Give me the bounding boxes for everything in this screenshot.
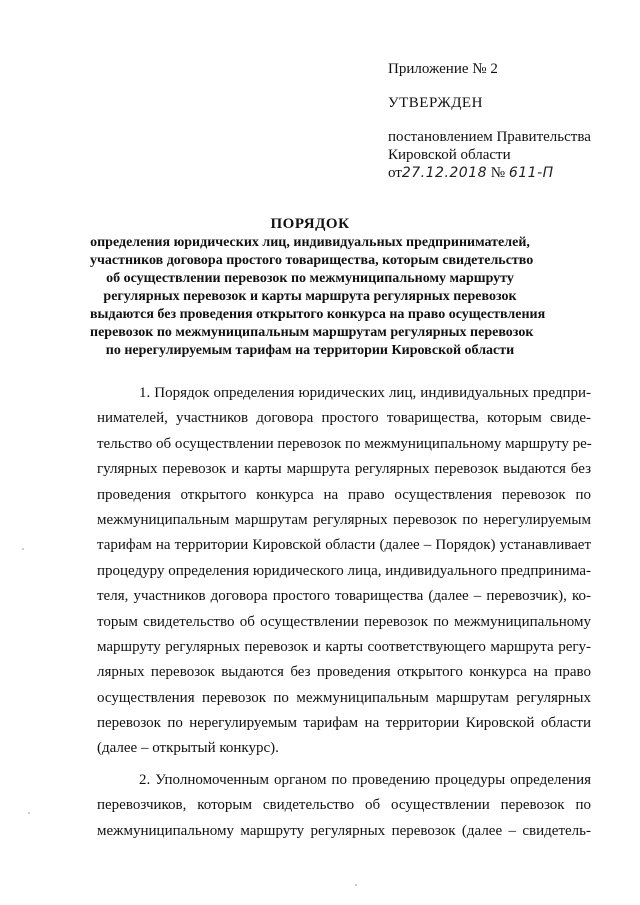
subtitle-line: регулярных перевозок и карты маршрута регулярных перевозок bbox=[103, 289, 517, 304]
document-title-block bbox=[90, 214, 546, 360]
text-line: проведения открытого конкурса на право осуществления перевозок по bbox=[97, 486, 591, 503]
document-body bbox=[97, 381, 591, 844]
decree-line: постановлением Правительства bbox=[388, 129, 591, 145]
text-line: межмуниципальному маршруту регулярных перевозок (далее – свидетель- bbox=[97, 822, 591, 839]
text-line: 1. Порядок определения юридических лиц, индивидуальных предпри- bbox=[139, 385, 591, 401]
text-line: процедуру определения юридического лица, индивидуального предпринима- bbox=[97, 562, 591, 579]
text-line: тарифам на территории Кировской области (далее – Порядок) устанавливает bbox=[97, 537, 591, 554]
text-line: нимателей, участников договора простого товарищества, которым свиде- bbox=[97, 410, 591, 427]
subtitle-line: по нерегулируемым тарифам на территории Кировской области bbox=[105, 343, 515, 358]
decree-line: Кировской области bbox=[388, 147, 511, 163]
text-line: перевозок по нерегулируемым тарифам на территории Кировской области bbox=[97, 715, 591, 732]
decree-number-prefix: № bbox=[490, 165, 506, 181]
text-line: 2. Уполномоченным органом по проведению процедуры определения bbox=[139, 771, 591, 788]
text-line: перевозчиков, которым свидетельство об осуществлении перевозок по bbox=[97, 797, 591, 814]
approved-stamp-text: УТВЕРЖДЕН bbox=[388, 95, 483, 111]
text-line: (далее – открытый конкурс). bbox=[97, 740, 279, 757]
scan-speck bbox=[355, 884, 357, 886]
text-line: тельство об осуществлении перевозок по межмуниципальному маршруту ре- bbox=[97, 435, 592, 452]
text-line: маршруту регулярных перевозок и карты соответствующего маршрута регу- bbox=[97, 638, 591, 655]
text-line: торым свидетельство об осуществлении перевозок по межмуниципальному bbox=[97, 613, 591, 630]
decree-date-prefix: от bbox=[388, 165, 402, 181]
scan-speck bbox=[28, 812, 30, 814]
paragraph-2 bbox=[97, 768, 591, 844]
decree-date-handwritten: 27.12.2018 bbox=[401, 165, 488, 181]
text-line: гулярных перевозок и карты маршрута регулярных перевозок выдаются без bbox=[97, 461, 591, 478]
paragraph-1 bbox=[97, 381, 591, 762]
text-line: теля, участников договора простого товарищества (далее – перевозчик), ко- bbox=[97, 588, 591, 605]
decree-date-line bbox=[388, 164, 554, 182]
subtitle-line: перевозок по межмуниципальным маршрутам регулярных перевозок bbox=[90, 325, 534, 340]
text-line: межмуниципальным маршрутам регулярных перевозок по нерегулируемым bbox=[97, 511, 591, 528]
subtitle-line: об осуществлении перевозок по межмуниципальному маршруту bbox=[106, 271, 514, 286]
text-line: лярных перевозок выдаются без проведения открытого конкурса на право bbox=[97, 664, 591, 681]
document-title: ПОРЯДОК bbox=[270, 216, 350, 232]
subtitle-line: участников договора простого товарищества, которым свидетельство bbox=[90, 253, 534, 268]
subtitle-line: определения юридических лиц, индивидуальных предпринимателей, bbox=[90, 235, 530, 250]
appendix-label: Приложение № 2 bbox=[388, 61, 498, 77]
subtitle-line: выдаются без проведения открытого конкурса на право осуществления bbox=[90, 307, 546, 322]
decree-number-handwritten: 611-П bbox=[508, 165, 554, 181]
text-line: осуществления перевозок по межмуниципальным маршрутам регулярных bbox=[97, 689, 591, 706]
scan-speck bbox=[22, 548, 24, 550]
